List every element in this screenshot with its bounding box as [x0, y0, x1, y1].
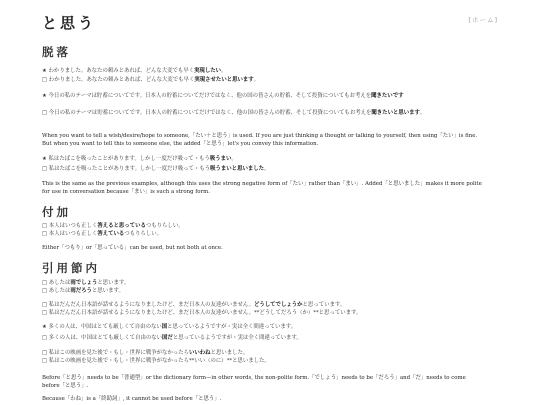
explanation-text: Because「わね」is a「終助詞」, it cannot be used before「と思う」.: [42, 396, 222, 402]
explanation-text: for use in conversation because「まい」is such a strong form.: [42, 189, 210, 195]
example-line: □ 私はこの映画を見た後で・もし・世界に戦争がなかったら**いい（のに）**と思いました。: [42, 358, 270, 364]
example-line: □ 今日の私のテーマは貯蓄についてです。日本人の貯蓄についてだけではなく、他の国の皆さんの貯蓄、そして投資についてもお考えを聞きたいと思います。: [42, 110, 426, 116]
section-heading-datsuraku: 脱落: [42, 45, 71, 59]
section-heading-tsuka: 付加: [42, 205, 71, 219]
example-line: ★ 私はたばこを吸ったことがあります。しかし一度だけ吸って・もう吸うまい。: [42, 156, 237, 162]
example-line: ★ 今日の私のテーマは貯蓄についてです。日本人の貯蓄についてだけではなく、他の国の皆さんの貯蓄、そして投資についてもお考えを聞きたいです: [42, 93, 404, 99]
example-line: □ 私はだんだん日本語が話せるようになりましたけど、まだ日本人の友達がいません。**どうしてだろう（か）**と思っています。: [42, 310, 362, 316]
example-line: ★ 多くの人は、中国はとても厳しくて自由のない国と思っているようですが・実は全く間違っています。: [42, 324, 297, 330]
explanation-text: This is the same as the previous examples, although this uses the strong negative form of「たい」rather than「まい」. Added「と思いました」makes it more polite: [42, 181, 482, 187]
home-link[interactable]: [ホーム]: [468, 16, 498, 24]
explanation-text: When you want to tell a wish/desire/hope to someone,「たい＋と思う」is used. If you are just thinking a thought or talking to yourself, then using「たい」is fine.: [42, 133, 478, 139]
example-line: □ 本人はいつも正しく答えているつもりらしい。: [42, 231, 163, 237]
section-heading-inyou: 引用節内: [42, 261, 100, 275]
example-line: □ 私はこの映画を見た後で・もし・世界に戦争がなかったらいいわねと思いました。: [42, 350, 249, 356]
example-line: ★ わかりました。あなたの頼みとあれば、どんな大変でも早く実現したい。: [42, 68, 227, 74]
explanation-text: before「と思う」.: [42, 383, 89, 389]
example-line: □ 私はたばこを吸ったことがあります。しかし一度だけ吸って・もう吸うまいと思いました。: [42, 166, 270, 172]
example-line: □ 本人はいつも正しく答えると思っているつもりらしい。: [42, 223, 184, 229]
explanation-text: Either「つもり」or「思っている」can be used, but not both at once.: [42, 245, 223, 251]
example-line: □ 多くの人は、中国はとても厳しくて自由のない国だと思っているようですが・実は全く間違っています。: [42, 335, 302, 341]
example-line: □ あしたは雨だろうと思います。: [42, 288, 124, 294]
example-line: □ 私はだんだん日本語が話せるようになりましたけど、まだ日本人の友達がいません。どうしてでしょうかと思っています。: [42, 302, 346, 308]
explanation-text: But when you want to tell this to someone else, the added「と思う」let's you convey this information.: [42, 141, 319, 147]
example-line: □ わかりました。あなたの頼みとあれば、どんな大変でも早く実現させたいと思います。: [42, 77, 260, 83]
example-line: □ あしたは雨でしょうと思います。: [42, 280, 130, 286]
explanation-text: Before「と思う」needs to be「普通型」or the dictionary form—in other words, the non-polite form.「でしょう」needs to be「だろう」and「だ」needs to come: [42, 375, 466, 381]
page-title: と思う: [42, 14, 97, 32]
